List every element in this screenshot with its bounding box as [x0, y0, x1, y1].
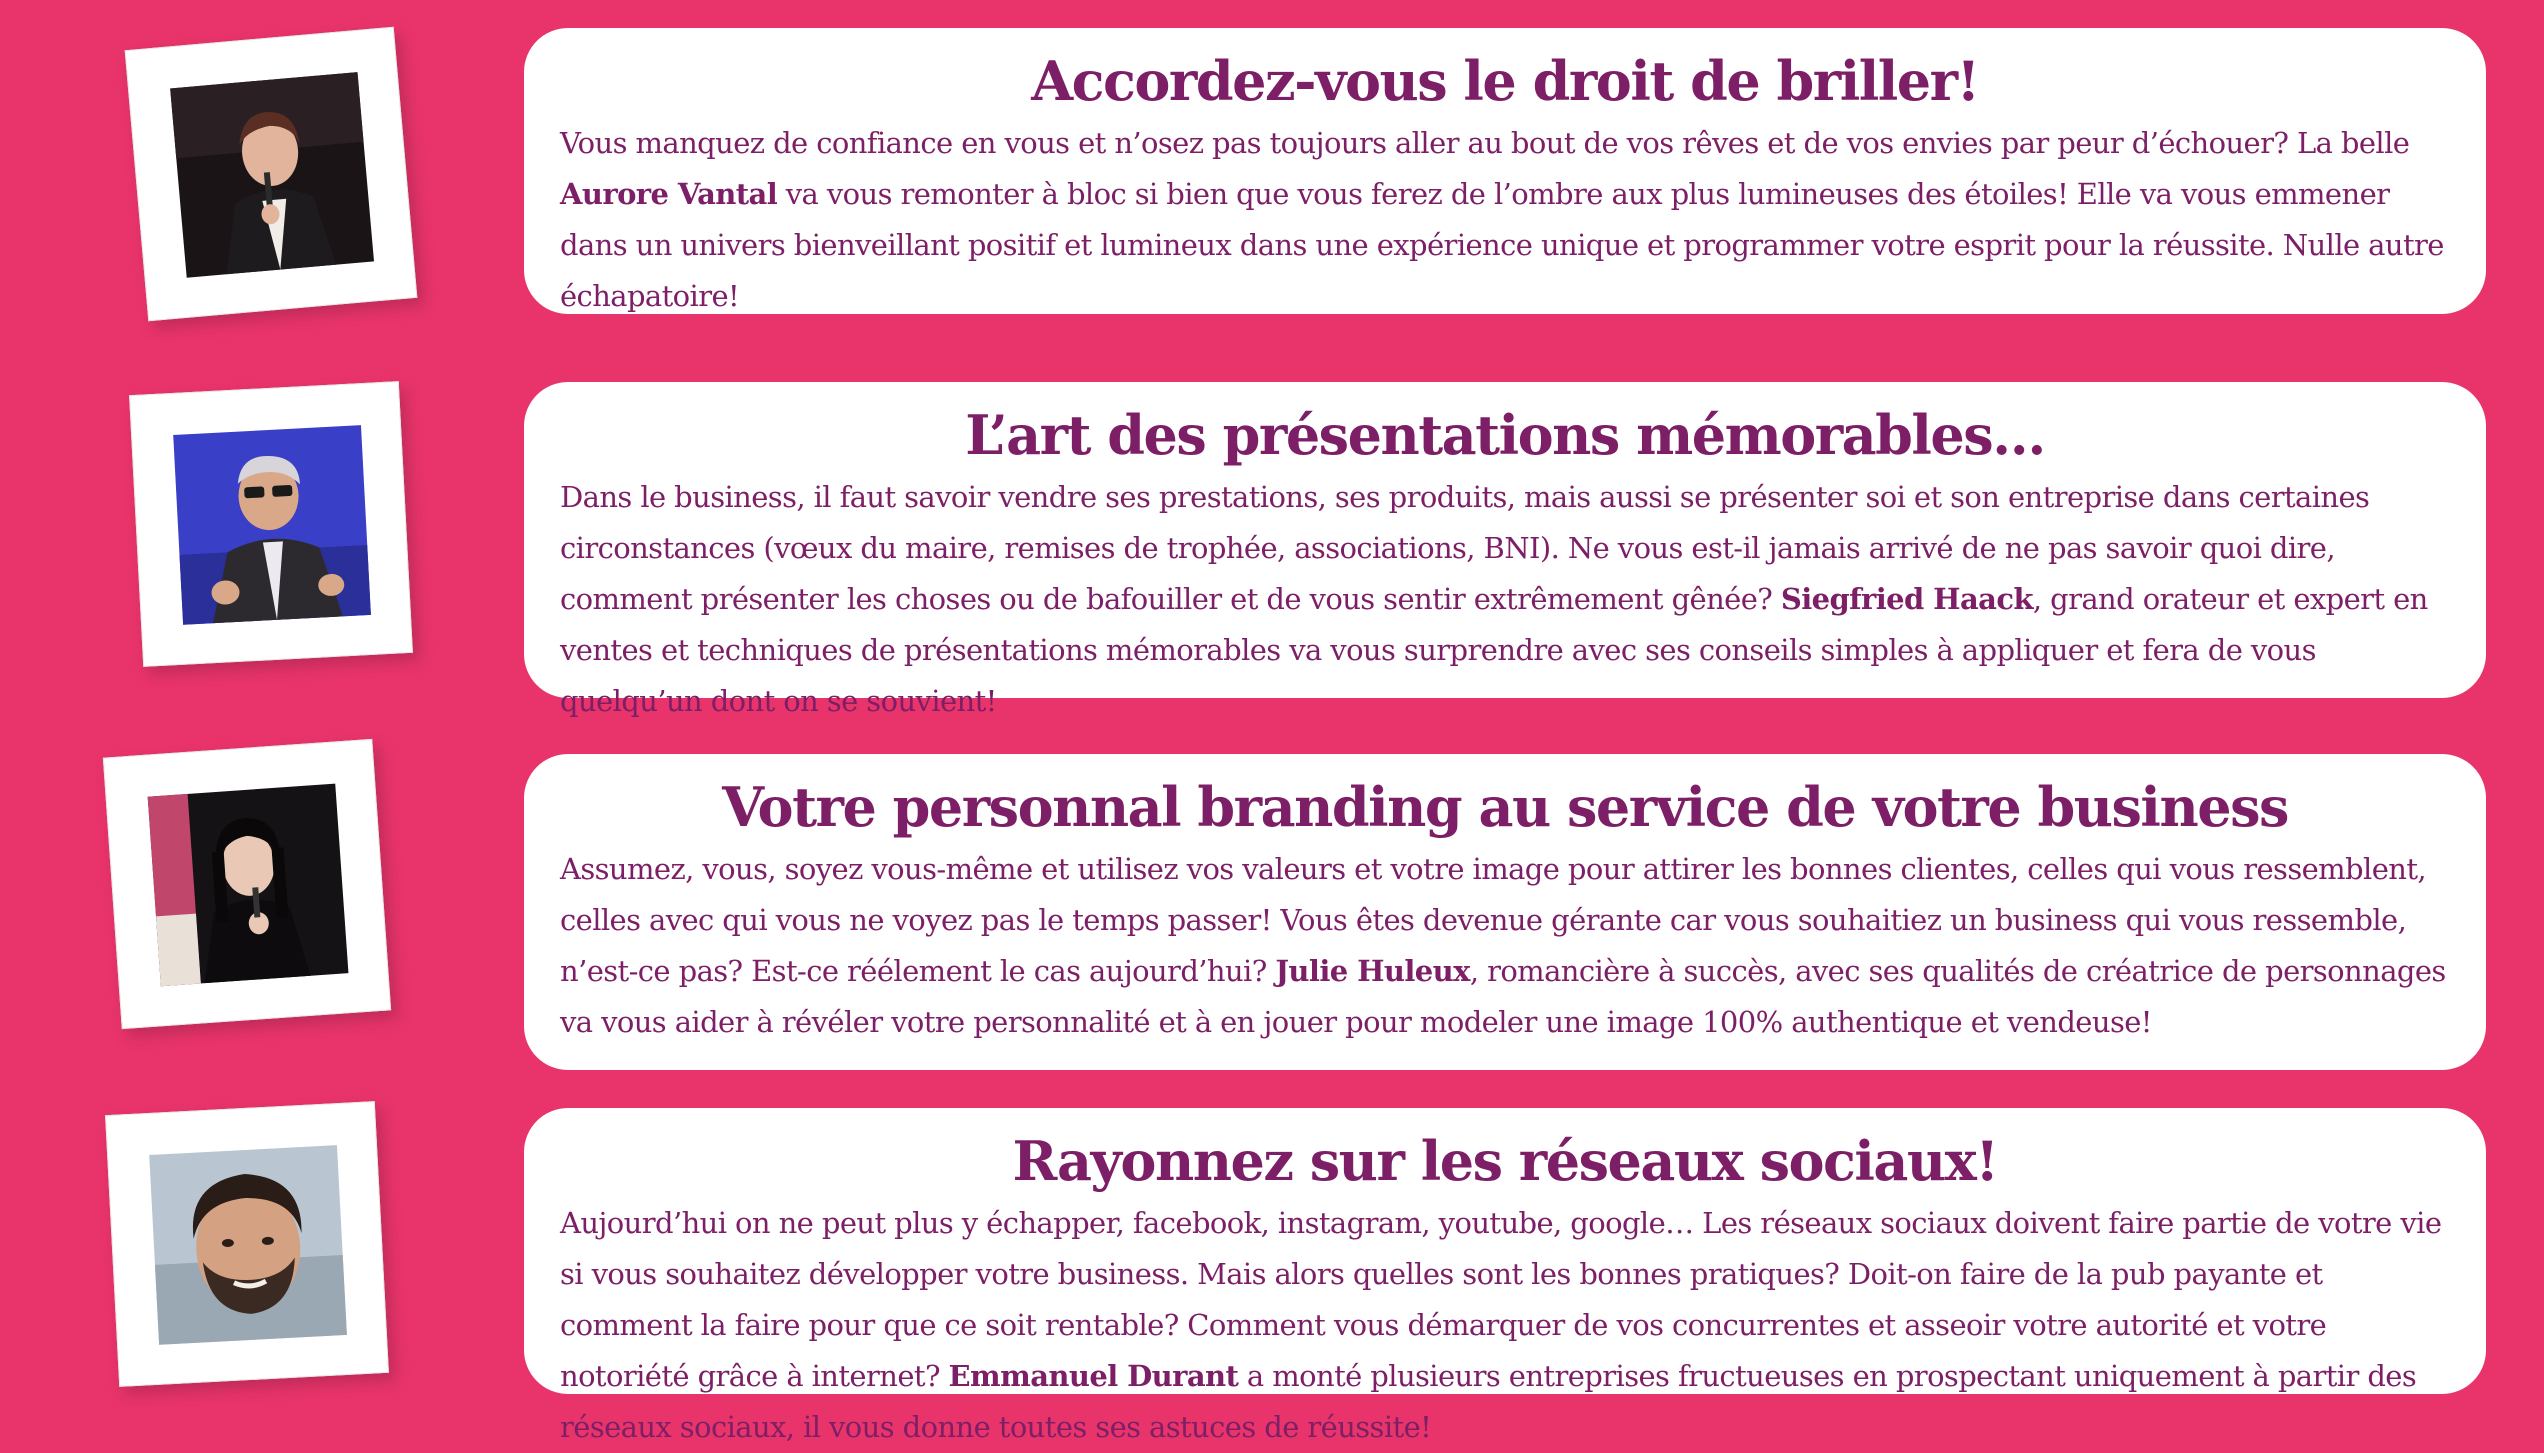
description-text: Aujourd’hui on ne peut plus y échapper, facebook, instagram, youtube, google… Les réseaux sociaux doivent faire partie de votre vie si vous souhaitez développer votre business. Mais alors quelles sont les bonnes pratiques? Doit-on faire de la pub payante et comment la faire pour que ce soit rentable? Comment vous démarquer de vos concurrentes et asseoir votre autorité et votre notoriété grâce à internet?	[560, 1206, 2442, 1393]
speaker-photo	[148, 784, 349, 987]
speaker-photo-frame	[103, 739, 391, 1029]
speaker-name: Aurore Vantal	[560, 177, 778, 211]
card-description	[560, 472, 2450, 727]
speaker-name: Siegfried Haack	[1780, 582, 2033, 616]
woman-speaker-stage-photo-icon	[148, 784, 349, 987]
speaker-photo	[170, 72, 374, 278]
speaker-photo-frame	[125, 27, 418, 321]
speaker-photo-frame	[129, 381, 413, 667]
speaker-card	[524, 1108, 2486, 1444]
description-text: Assumez, vous, soyez vous-même et utilisez vos valeurs et votre image pour attirer les bonnes clientes, celles qui vous ressemblent, celles avec qui vous ne voyez pas le temps passer! Vous êtes devenue gérante car vous souhaitiez un business qui vous ressemble, n’est-ce pas? Est-ce réélement le cas aujourd’hui?	[560, 852, 2427, 988]
card-title: L’art des présentations mémorables…	[965, 403, 2045, 467]
speaker-name: Emmanuel Durant	[948, 1359, 1239, 1393]
card-title: Accordez-vous le droit de briller!	[1031, 49, 1979, 113]
woman-speaker-microphone-photo-icon	[170, 72, 374, 278]
card-description	[560, 1198, 2450, 1453]
speaker-photo	[173, 425, 371, 625]
description-text: Vous manquez de confiance en vous et n’osez pas toujours aller au bout de vos rêves et de vos envies par peur d’échouer? La belle	[560, 126, 2410, 160]
speaker-card	[524, 754, 2486, 1070]
speaker-card	[524, 28, 2486, 314]
description-text: , romancière à succès, avec ses qualités de créatrice de personnages va vous aider à révéler votre personnalité et à en jouer pour modeler une image 100% authentique et vendeuse!	[560, 954, 2446, 1039]
card-description	[560, 118, 2450, 322]
description-text: a monté plusieurs entreprises fructueuses en prospectant uniquement à partir des réseaux sociaux, il vous donne toutes ses astuces de réussite!	[560, 1359, 2417, 1444]
description-text: va vous remonter à bloc si bien que vous ferez de l’ombre aux plus lumineuses des étoiles! Elle va vous emmener dans un univers bienveillant positif et lumineux dans une expérience unique et programmer votre esprit pour la réussite. Nulle autre échapatoire!	[560, 177, 2444, 313]
man-portrait-photo-icon	[149, 1145, 347, 1345]
description-text: , grand orateur et expert en ventes et techniques de présentations mémorables va vous surprendre avec ses conseils simples à appliquer et fera de vous quelqu’un dont on se souvient!	[560, 582, 2428, 718]
card-title: Votre personnal branding au service de votre business	[722, 775, 2288, 839]
card-title: Rayonnez sur les réseaux sociaux!	[1012, 1129, 1998, 1193]
speaker-card	[524, 382, 2486, 718]
man-speaker-headset-photo-icon	[173, 425, 371, 625]
speaker-photo-frame	[105, 1101, 389, 1387]
speaker-photo	[149, 1145, 347, 1345]
card-description	[560, 844, 2450, 1048]
description-text: Dans le business, il faut savoir vendre ses prestations, ses produits, mais aussi se présenter soi et son entreprise dans certaines circonstances (vœux du maire, remises de trophée, associations, BNI). Ne vous est-il jamais arrivé de ne pas savoir quoi dire, comment présenter les choses ou de bafouiller et de vous sentir extrêmement gênée?	[560, 480, 2370, 616]
speaker-name: Julie Huleux	[1275, 954, 1470, 988]
